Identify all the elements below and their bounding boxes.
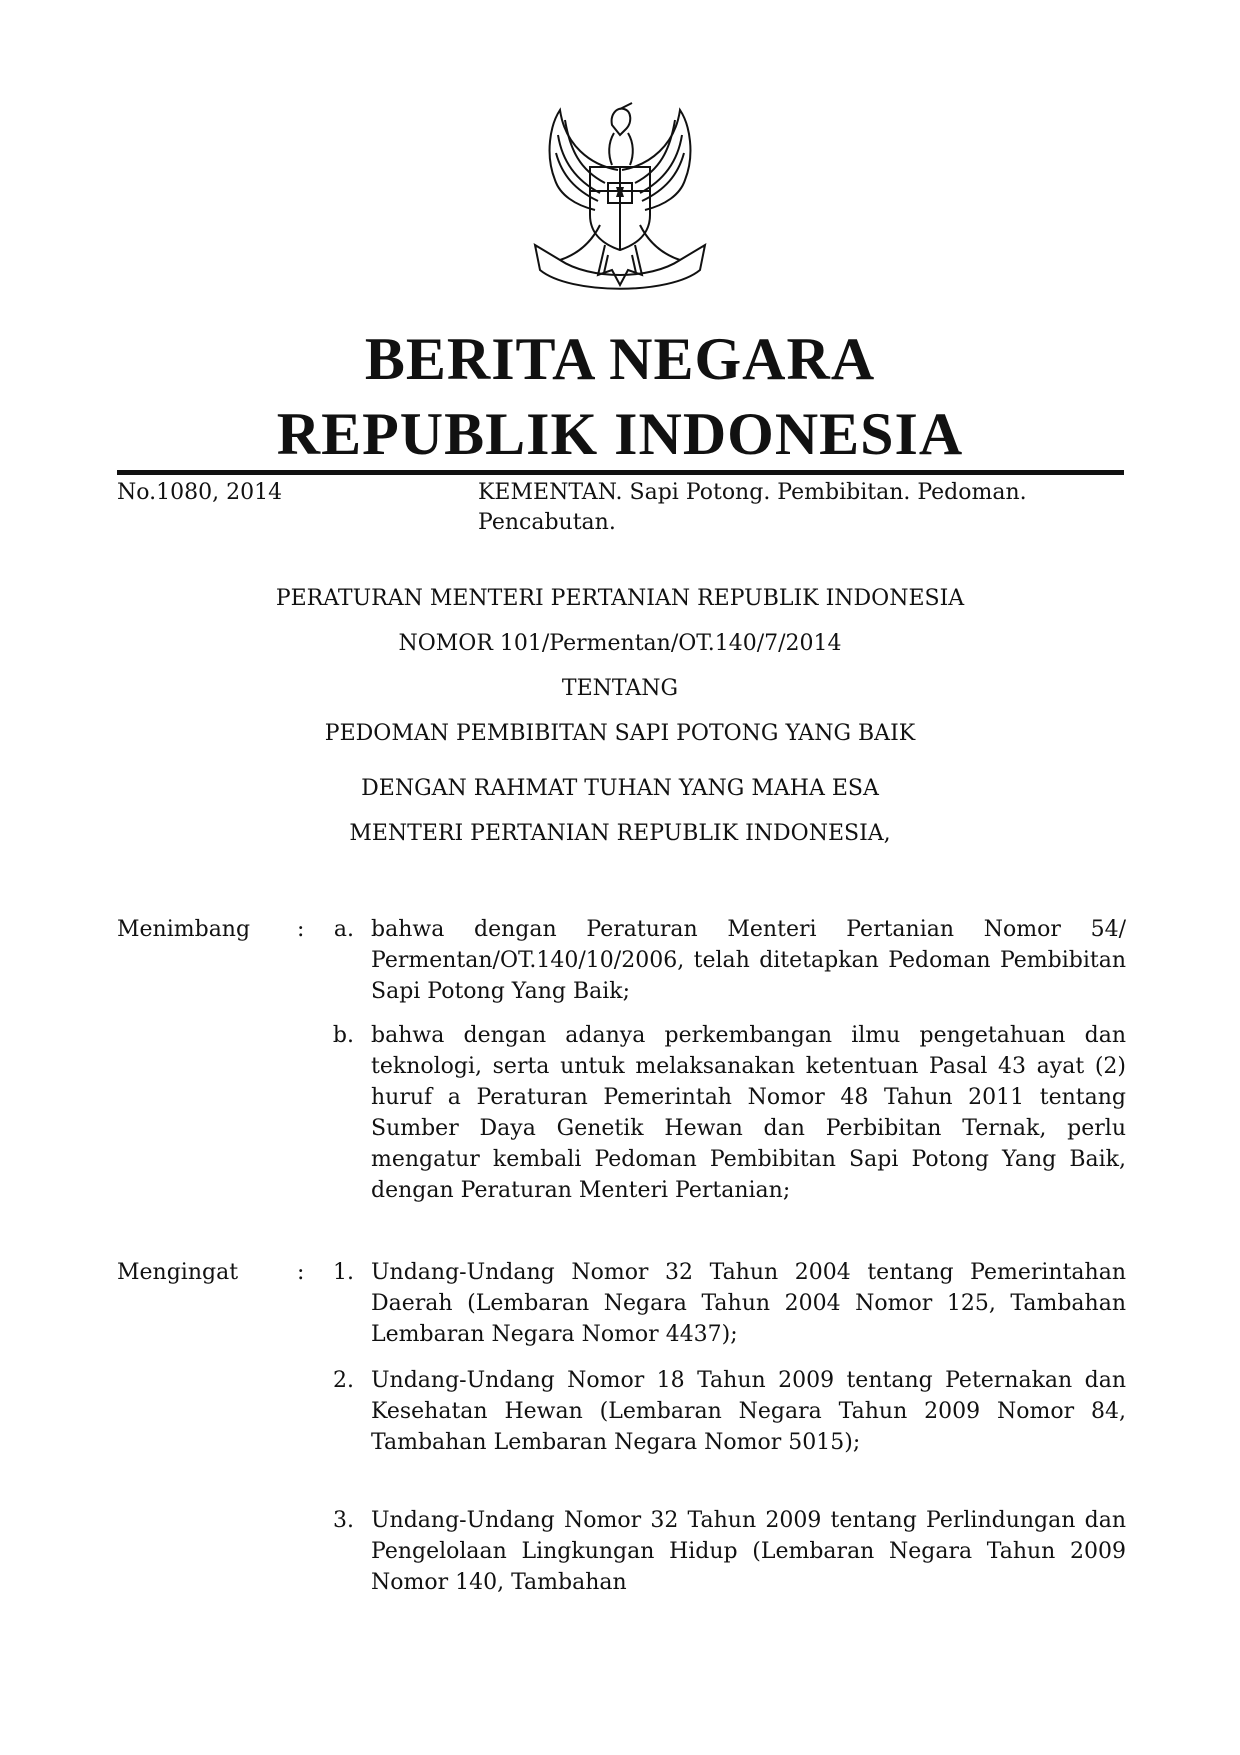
mengingat-colon: :	[297, 1260, 305, 1285]
mengingat-marker-3: 3.	[333, 1508, 354, 1533]
menimbang-label: Menimbang	[117, 917, 251, 942]
masthead-divider	[117, 470, 1124, 475]
menimbang-colon: :	[297, 917, 305, 942]
regulation-title: PERATURAN MENTERI PERTANIAN REPUBLIK INDONESIA	[275, 586, 965, 611]
preamble-line1: DENGAN RAHMAT TUHAN YANG MAHA ESA	[361, 776, 879, 801]
mengingat-item-1: Undang-Undang Nomor 32 Tahun 2004 tentang Pemerintahan Daerah (Lembaran Negara Tahun 2004 Nomor 125, Tambahan Lembaran Negara Nomor 4437);	[371, 1260, 1126, 1347]
mengingat-item-3: Undang-Undang Nomor 32 Tahun 2009 tentang Perlindungan dan Pengelolaan Lingkungan Hidup (Lembaran Negara Tahun 2009 Nomor 140, Tambahan	[371, 1508, 1126, 1595]
gazette-number: No.1080, 2014	[117, 480, 283, 505]
garuda-emblem-icon	[520, 95, 720, 310]
menimbang-item-b: bahwa dengan adanya perkembangan ilmu pengetahuan dan teknologi, serta untuk melaksanakan ketentuan Pasal 43 ayat (2) huruf a Peraturan Pemerintah Nomor 48 Tahun 2011 tentang Sumber Daya Genetik Hewan dan Perbibitan Ternak, perlu mengatur kembali Pedoman Pembibitan Sapi Potong Yang Baik, dengan Peraturan Menteri Pertanian;	[371, 1023, 1126, 1203]
mengingat-item-2: Undang-Undang Nomor 18 Tahun 2009 tentang Peternakan dan Kesehatan Hewan (Lembaran Negara Tahun 2009 Nomor 84, Tambahan Lembaran Negara Nomor 5015);	[371, 1368, 1126, 1455]
menimbang-marker-a: a.	[333, 917, 354, 942]
regulation-tentang: TENTANG	[561, 676, 679, 701]
mengingat-label: Mengingat	[117, 1260, 239, 1285]
gazette-subject: KEMENTAN. Sapi Potong. Pembibitan. Pedoman. Pencabutan.	[478, 480, 1027, 535]
menimbang-marker-b: b.	[332, 1023, 354, 1048]
preamble-line2: MENTERI PERTANIAN REPUBLIK INDONESIA,	[349, 821, 891, 846]
regulation-number: NOMOR 101/Permentan/OT.140/7/2014	[398, 631, 842, 656]
masthead-title-line2: REPUBLIK INDONESIA	[276, 401, 964, 467]
regulation-subject: PEDOMAN PEMBIBITAN SAPI POTONG YANG BAIK	[324, 721, 916, 746]
masthead-title-line1: BERITA NEGARA	[364, 326, 876, 392]
mengingat-marker-2: 2.	[333, 1368, 354, 1393]
mengingat-marker-1: 1.	[333, 1260, 354, 1285]
menimbang-item-a: bahwa dengan Peraturan Menteri Pertanian Nomor 54/ Permentan/OT.140/10/2006, telah ditetapkan Pedoman Pembibitan Sapi Potong Yang Baik;	[371, 917, 1126, 1004]
